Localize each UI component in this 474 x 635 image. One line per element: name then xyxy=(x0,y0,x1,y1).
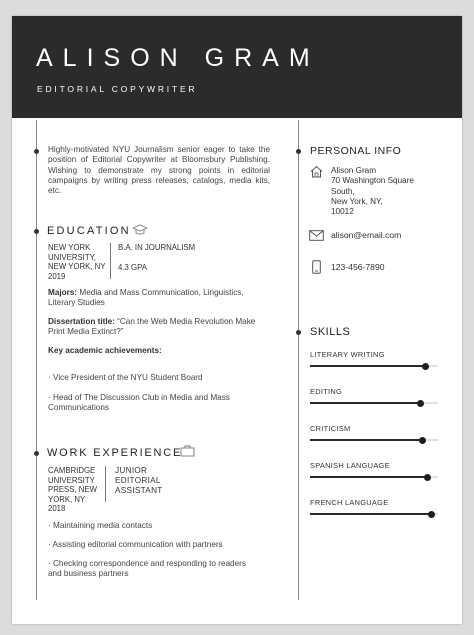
duty-item: · Assisting editorial communication with partners xyxy=(48,540,223,549)
role-line: ASSISTANT xyxy=(115,486,163,496)
phone-number[interactable]: 123-456-7890 xyxy=(331,262,385,272)
address-line: Alison Gram xyxy=(331,166,377,175)
company-line: 2018 xyxy=(48,504,66,514)
summary-text: Highly-motivated NYU Journalism senior eager to take the position of Editorial Copywriter at Bloomsbury Publishing. Wishing to demonstrate my strong points in editorial campaigns by writing press releases, catalogs, media kits, etc. xyxy=(48,145,270,196)
envelope-icon xyxy=(309,230,324,241)
duty-item: · Maintaining media contacts xyxy=(48,521,153,530)
company-line: UNIVERSITY xyxy=(48,475,95,485)
personal-info-heading: PERSONAL INFO xyxy=(310,145,402,157)
company-line: YORK, NY xyxy=(48,494,86,504)
achievement-item: · Head of The Discussion Club in Media and Mass Communications xyxy=(48,393,230,413)
address-line: New York, NY, xyxy=(331,196,383,206)
skill-bar-fill xyxy=(310,402,420,404)
skill-bar-fill xyxy=(310,439,423,441)
work-separator xyxy=(105,466,106,502)
skill-bar-knob xyxy=(428,511,435,518)
education-school xyxy=(48,243,105,281)
company-line: PRESS, NEW xyxy=(48,485,97,495)
address-line: 70 Washington Square xyxy=(331,176,414,186)
education-gpa: 4.3 GPA xyxy=(118,263,147,272)
skill-label: CRITICISM xyxy=(310,424,351,433)
skill-bar xyxy=(310,402,438,404)
skill-bar-fill xyxy=(310,365,425,367)
right-divider xyxy=(298,120,299,600)
phone-icon xyxy=(312,260,321,274)
education-separator xyxy=(110,243,111,279)
skill-bar xyxy=(310,476,438,478)
skill-bar xyxy=(310,513,438,515)
home-icon xyxy=(310,165,323,178)
school-line: UNIVERSITY, xyxy=(48,252,96,262)
skill-bar-knob xyxy=(417,400,424,407)
skills-heading: SKILLS xyxy=(310,326,351,338)
dissertation-label: Dissertation title: xyxy=(48,317,115,326)
duty-item: · Checking correspondence and responding to readers and business partners xyxy=(48,559,246,579)
candidate-name: ALISON GRAM xyxy=(36,44,320,72)
skill-label: LITERARY WRITING xyxy=(310,350,385,359)
majors-text: Media and Mass Communication, Linguistics, Literary Studies xyxy=(48,288,244,308)
graduation-cap-icon xyxy=(132,224,148,236)
skills-dot xyxy=(296,330,301,335)
school-line: NEW YORK xyxy=(48,243,91,252)
skill-label: FRENCH LANGUAGE xyxy=(310,498,389,507)
education-majors xyxy=(48,288,270,309)
resume-header xyxy=(12,16,462,118)
skill-bar xyxy=(310,365,438,367)
company-line: CAMBRIDGE xyxy=(48,466,96,475)
summary-dot xyxy=(34,149,39,154)
skill-bar xyxy=(310,439,438,441)
skill-label: EDITING xyxy=(310,387,343,396)
address-line: South, xyxy=(331,186,355,196)
work-company xyxy=(48,466,97,514)
achievement-item: · Vice President of the NYU Student Board xyxy=(48,373,203,382)
education-heading: EDUCATION xyxy=(47,225,131,237)
address-line: 10012 xyxy=(331,207,354,217)
candidate-title: EDITORIAL COPYWRITER xyxy=(37,84,198,94)
skill-bar-fill xyxy=(310,476,428,478)
role-line: JUNIOR xyxy=(115,466,148,475)
address-block xyxy=(331,166,414,217)
briefcase-icon xyxy=(180,445,195,457)
achievements-label: Key academic achievements: xyxy=(48,346,162,355)
email-link[interactable]: alison@email.com xyxy=(331,230,402,240)
education-degree: B.A. IN JOURNALISM xyxy=(118,243,196,252)
resume-page xyxy=(12,16,462,624)
skill-bar-knob xyxy=(419,437,426,444)
education-dot xyxy=(34,229,39,234)
majors-label: Majors: xyxy=(48,288,78,297)
left-timeline xyxy=(36,120,37,600)
personal-dot xyxy=(296,149,301,154)
school-line: NEW YORK, NY xyxy=(48,262,106,272)
work-heading: WORK EXPERIENCE xyxy=(47,447,183,459)
work-dot xyxy=(34,451,39,456)
dissertation-text: “Can the Web Media Revolution Make Print Media Extinct?” xyxy=(48,317,256,337)
skill-bar-knob xyxy=(422,363,429,370)
school-line: 2019 xyxy=(48,271,66,281)
work-role xyxy=(115,466,163,497)
role-line: EDITORIAL xyxy=(115,476,161,486)
education-dissertation xyxy=(48,317,270,338)
skill-bar-knob xyxy=(424,474,431,481)
skill-bar-fill xyxy=(310,513,432,515)
skill-label: SPANISH LANGUAGE xyxy=(310,461,390,470)
